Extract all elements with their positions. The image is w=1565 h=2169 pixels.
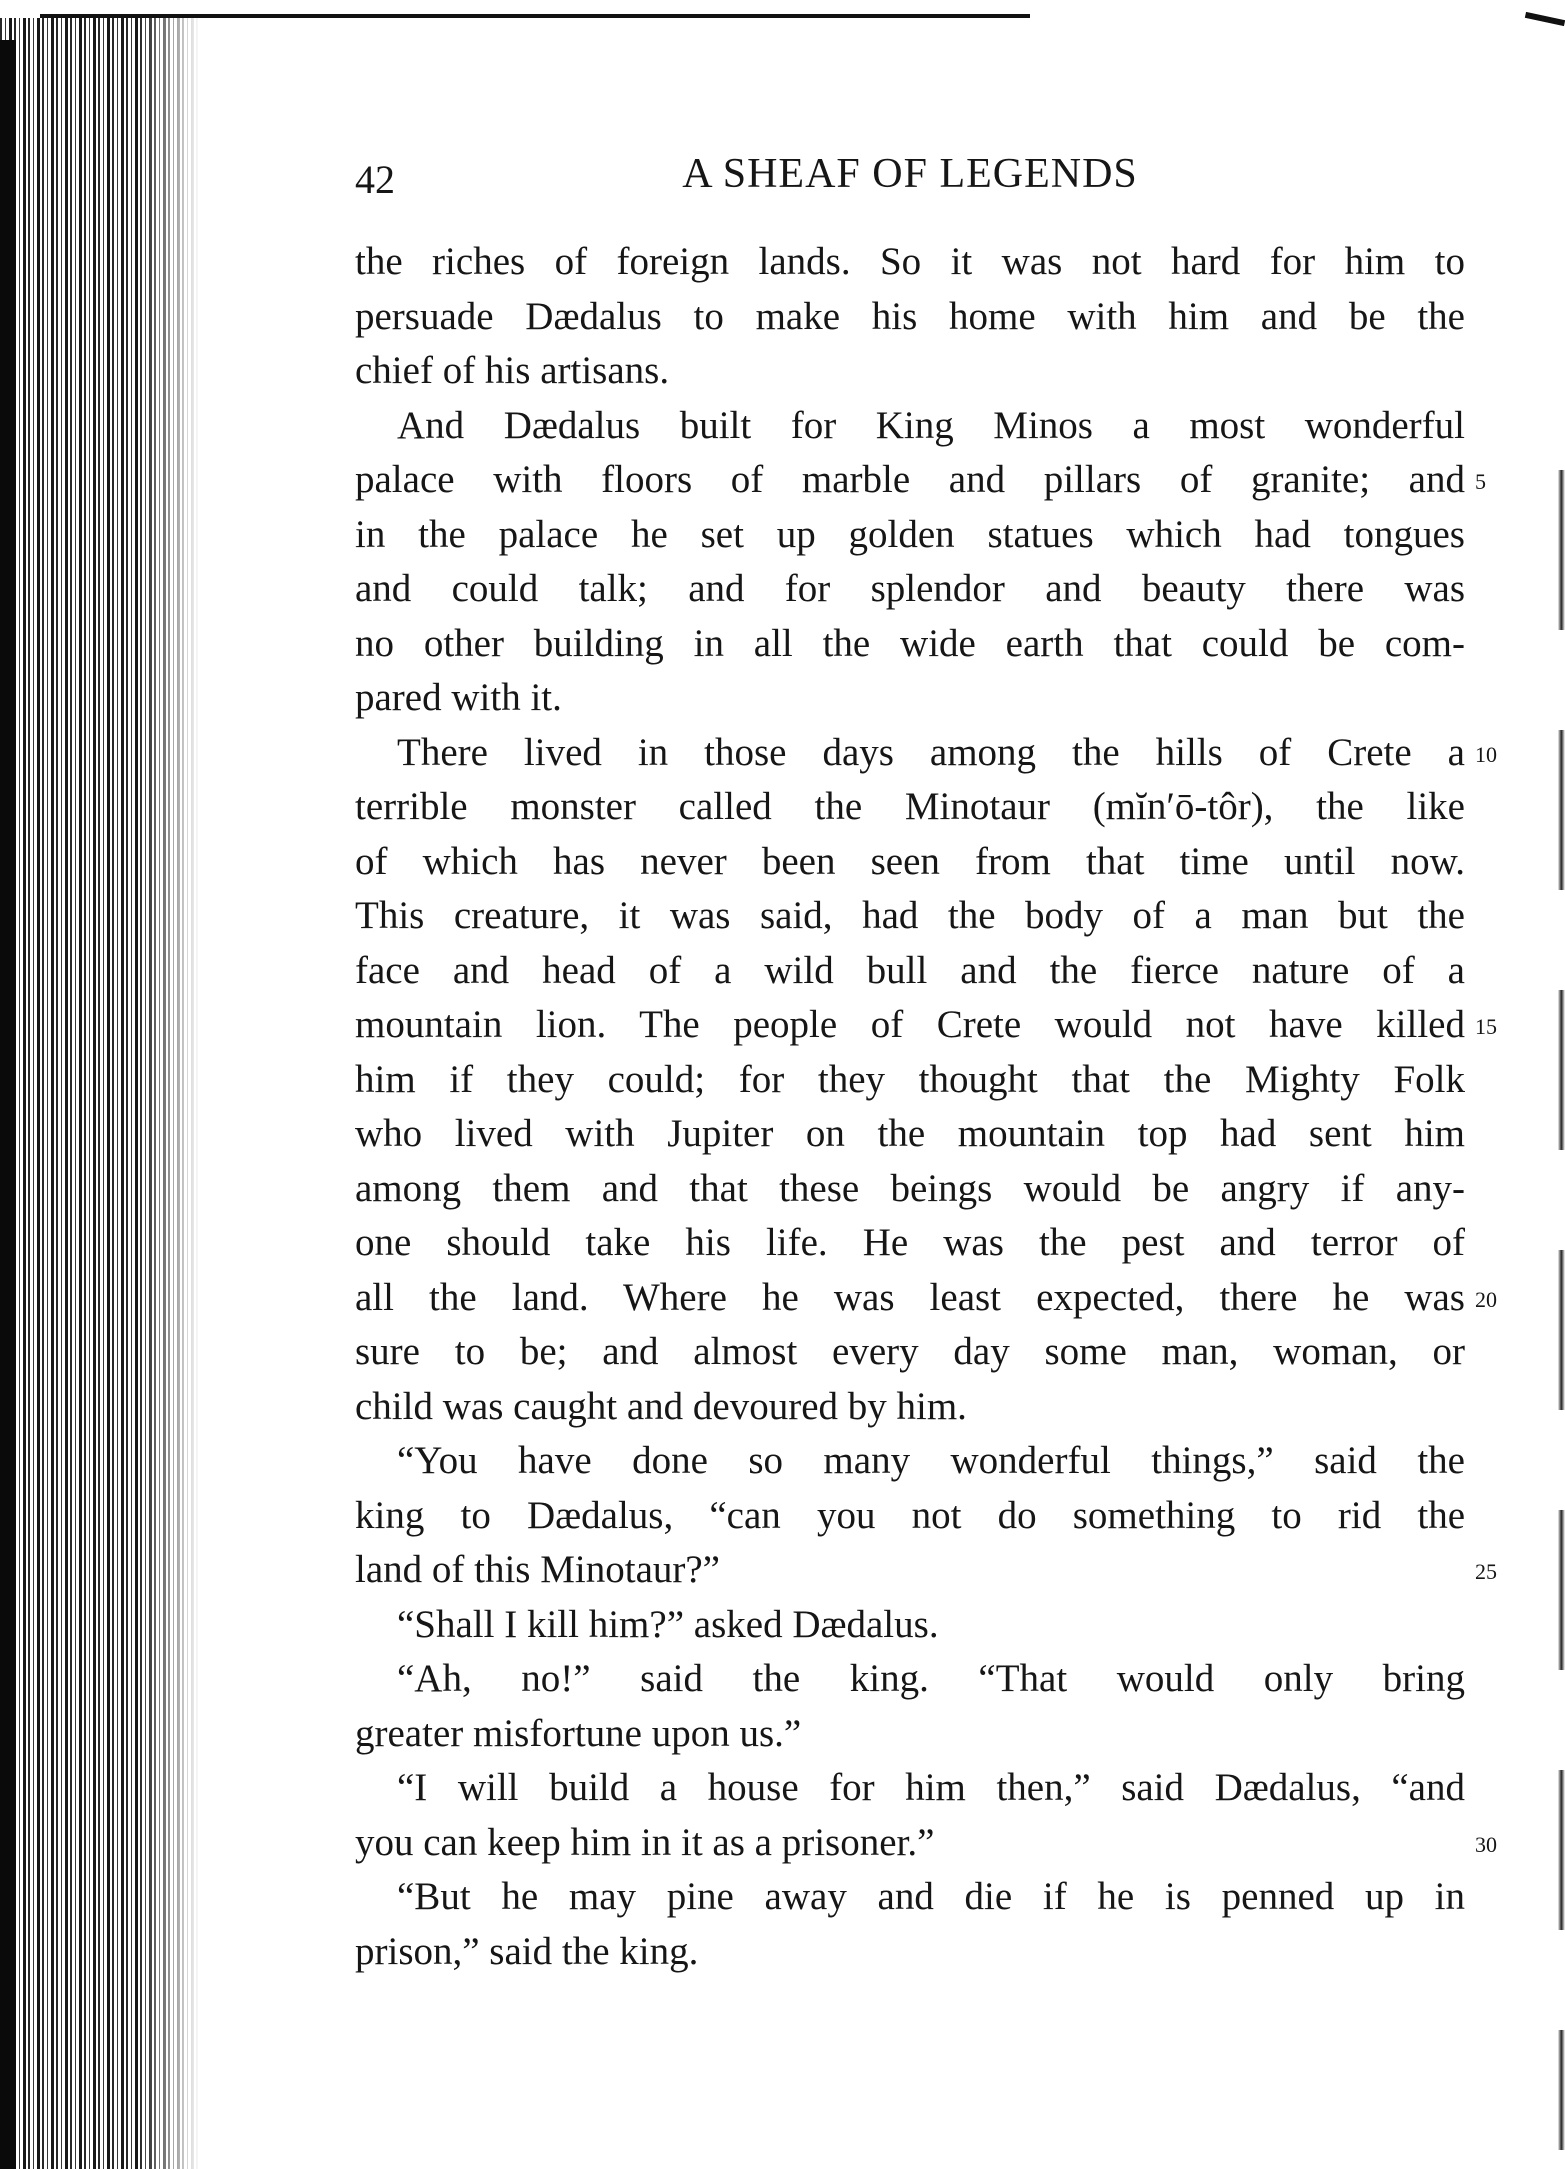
text-line	[355, 1925, 1465, 1980]
text-line	[355, 508, 1465, 563]
line-text: chief of his artisans.	[355, 349, 670, 392]
line-text: child was caught and devoured by him.	[355, 1384, 967, 1428]
line-text: “I will build a house for him then,” said Dædalus, “and	[397, 1766, 1465, 1809]
line-text: you can keep him in it as a prisoner.”	[355, 1820, 935, 1864]
line-number: 15	[1475, 1014, 1497, 1039]
text-line	[355, 453, 1486, 508]
text-line	[355, 1707, 1465, 1762]
binding-edge	[0, 18, 200, 2169]
corner-mark	[1525, 12, 1565, 26]
text-line	[355, 1325, 1465, 1380]
line-text: “Ah, no!” said the king. “That would only bring	[397, 1657, 1465, 1700]
running-head: A SHEAF OF LEGENDS	[682, 151, 1138, 197]
line-text: king to Dædalus, “can you not do something to rid the	[355, 1493, 1465, 1537]
line-text: and could talk; and for splendor and beauty there was	[355, 567, 1465, 610]
line-text: among them and that these beings would be angry if any-	[355, 1166, 1465, 1210]
line-text: pared with it.	[355, 676, 562, 719]
line-number: 30	[1475, 1831, 1497, 1857]
page-header	[355, 150, 1465, 210]
text-line	[355, 1816, 1497, 1871]
text-line	[355, 998, 1497, 1053]
line-number: 25	[1475, 1559, 1497, 1584]
line-text: land of this Minotaur?”	[355, 1548, 720, 1591]
text-line	[355, 399, 1465, 454]
text-line	[355, 235, 1465, 290]
line-text: no other building in all the wide earth that could be com-	[355, 621, 1465, 665]
line-text: This creature, it was said, had the body of a man but the	[355, 894, 1465, 937]
line-text: in the palace he set up golden statues which had tongues	[355, 512, 1465, 556]
text-line	[355, 1598, 1465, 1653]
line-text: “You have done so many wonderful things,” said the	[397, 1439, 1465, 1482]
line-number: 5	[1475, 469, 1486, 494]
line-text: palace with floors of marble and pillars of granite; and	[355, 458, 1465, 501]
line-text: persuade Dædalus to make his home with him and be the	[355, 294, 1465, 338]
binding-shadow	[0, 40, 16, 2169]
text-line	[355, 562, 1465, 617]
text-line	[355, 1543, 1497, 1598]
text-line	[355, 1434, 1465, 1489]
line-text: one should take his life. He was the pest and terror of	[355, 1221, 1465, 1264]
top-edge-rule	[40, 14, 1030, 18]
line-text: And Dædalus built for King Minos a most wonderful	[397, 403, 1465, 447]
line-text: mountain lion. The people of Crete would not have killed	[355, 1003, 1465, 1046]
right-page-edge	[1547, 430, 1565, 2150]
text-line	[355, 1380, 1465, 1435]
text-line	[355, 1053, 1465, 1108]
text-line	[355, 1489, 1465, 1544]
line-number: 20	[1475, 1286, 1497, 1312]
text-line	[355, 1870, 1465, 1925]
body-text	[355, 235, 1497, 1979]
line-text: him if they could; for they thought that the Mighty Folk	[355, 1057, 1465, 1101]
line-number: 10	[1475, 741, 1497, 767]
text-line	[355, 617, 1465, 672]
text-line	[355, 780, 1465, 835]
text-line	[355, 1761, 1465, 1816]
text-line	[355, 1162, 1465, 1217]
text-line	[355, 671, 1465, 726]
line-text: who lived with Jupiter on the mountain top had sent him	[355, 1112, 1465, 1155]
text-line	[355, 344, 1465, 399]
text-line	[355, 1216, 1465, 1271]
line-text: all the land. Where he was least expected, there he was	[355, 1275, 1465, 1319]
line-text: greater misfortune upon us.”	[355, 1711, 802, 1755]
text-line	[355, 1652, 1465, 1707]
text-line	[355, 290, 1465, 345]
text-line	[355, 835, 1465, 890]
text-line	[355, 944, 1465, 999]
line-text: sure to be; and almost every day some man, woman, or	[355, 1330, 1465, 1373]
page-number: 42	[355, 157, 395, 202]
line-text: of which has never been seen from that time until now.	[355, 839, 1465, 883]
line-text: prison,” said the king.	[355, 1929, 699, 1973]
text-line	[355, 1271, 1497, 1326]
line-text: “But he may pine away and die if he is penned up in	[397, 1875, 1465, 1918]
text-line	[355, 1107, 1465, 1162]
line-text: the riches of foreign lands. So it was not hard for him to	[355, 240, 1465, 283]
line-text: face and head of a wild bull and the fierce nature of a	[355, 948, 1465, 992]
text-line	[355, 889, 1465, 944]
line-text: “Shall I kill him?” asked Dædalus.	[397, 1602, 939, 1646]
line-text: terrible monster called the Minotaur (mĭn′ō-tôr), the like	[355, 785, 1465, 828]
line-text: There lived in those days among the hills of Crete a	[397, 730, 1465, 774]
text-line	[355, 726, 1497, 781]
